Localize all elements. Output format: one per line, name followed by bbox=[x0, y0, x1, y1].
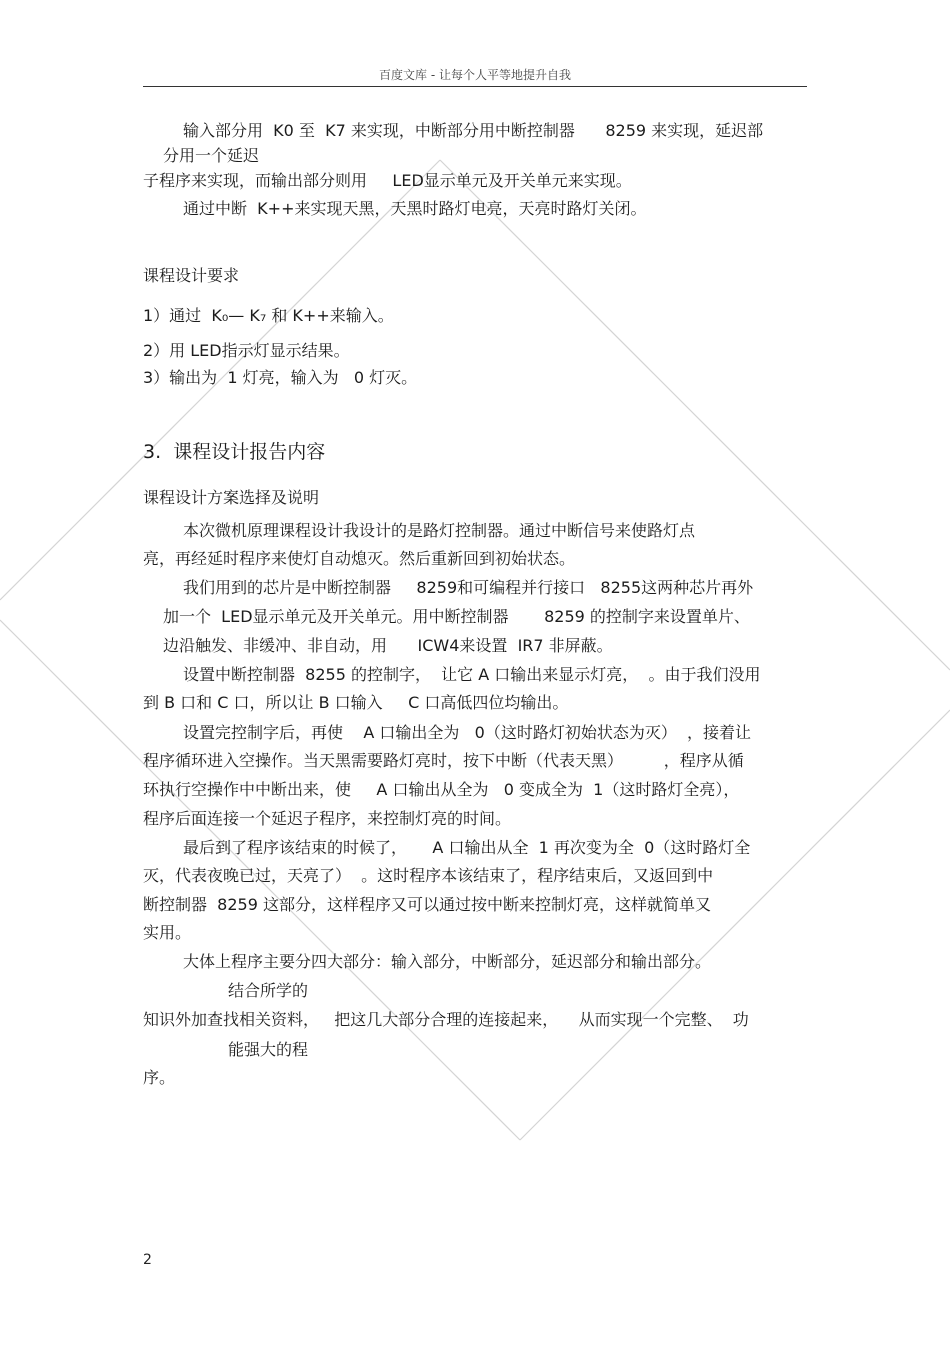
body-line: 实用。 bbox=[143, 923, 192, 942]
body-line: 最后到了程序该结束的时候了， A 口输出从全 1 再次变为全 0（这时路灯全 bbox=[183, 838, 751, 857]
body-line: 结合所学的 bbox=[228, 981, 309, 1000]
body-line: 程序后面连接一个延迟子程序，来控制灯亮的时间。 bbox=[143, 809, 512, 828]
intro-line: 子程序来实现，而输出部分则用 LED显示单元及开关单元来实现。 bbox=[143, 171, 632, 190]
requirement-item: 1）通过 K₀— K₇ 和 K++来输入。 bbox=[143, 306, 394, 325]
body-line: 设置完控制字后，再使 A 口输出全为 0（这时路灯初始状态为灭） ，接着让 bbox=[183, 723, 751, 742]
header-rule bbox=[143, 86, 807, 87]
requirement-item: 2）用 LED指示灯显示结果。 bbox=[143, 341, 350, 360]
intro-line: 分用一个延迟 bbox=[163, 146, 260, 165]
intro-line: 通过中断 K++来实现天黑，天黑时路灯电亮，天亮时路灯关闭。 bbox=[183, 199, 647, 218]
body-line: 断控制器 8259 这部分，这样程序又可以通过按中断来控制灯亮，这样就简单又 bbox=[143, 895, 711, 914]
requirement-item: 3）输出为 1 灯亮，输入为 0 灯灭。 bbox=[143, 368, 418, 387]
body-line: 大体上程序主要分四大部分：输入部分，中断部分，延迟部分和输出部分。 bbox=[183, 952, 712, 971]
page-header: 百度文库 - 让每个人平等地提升自我 bbox=[379, 68, 571, 82]
body-line: 我们用到的芯片是中断控制器 8259和可编程并行接口 8255这两种芯片再外 bbox=[183, 578, 754, 597]
body-line: 灭，代表夜晚已过，天亮了） 。这时程序本该结束了，程序结束后，又返回到中 bbox=[143, 866, 714, 885]
page-number: 2 bbox=[143, 1252, 152, 1268]
body-line: 序。 bbox=[143, 1068, 176, 1087]
body-line: 本次微机原理课程设计我设计的是路灯控制器。通过中断信号来使路灯点 bbox=[183, 521, 696, 540]
subsection-heading: 课程设计方案选择及说明 bbox=[143, 488, 320, 507]
requirements-heading: 课程设计要求 bbox=[143, 266, 240, 285]
section-heading: 3. 课程设计报告内容 bbox=[143, 441, 326, 463]
body-line: 加一个 LED显示单元及开关单元。用中断控制器 8259 的控制字来设置单片、 bbox=[163, 607, 750, 626]
body-line: 设置中断控制器 8255 的控制字， 让它 A 口输出来显示灯亮， 。由于我们没用 bbox=[183, 665, 761, 684]
body-line: 知识外加查找相关资料， 把这几大部分合理的连接起来， 从而实现一个完整、 功 bbox=[143, 1010, 749, 1029]
body-line: 边沿触发、非缓冲、非自动，用 ICW4来设置 IR7 非屏蔽。 bbox=[163, 636, 613, 655]
intro-line: 输入部分用 K0 至 K7 来实现，中断部分用中断控制器 8259 来实现，延迟部 bbox=[183, 121, 764, 140]
body-line: 到 B 口和 C 口，所以让 B 口输入 C 口高低四位均输出。 bbox=[143, 693, 569, 712]
body-line: 亮，再经延时程序来使灯自动熄灭。然后重新回到初始状态。 bbox=[143, 549, 576, 568]
body-line: 环执行空操作中中断出来，使 A 口输出从全为 0 变成全为 1（这时路灯全亮）， bbox=[143, 780, 740, 799]
body-line: 程序循环进入空操作。当天黑需要路灯亮时，按下中断（代表天黑） ，程序从循 bbox=[143, 751, 744, 770]
body-line: 能强大的程 bbox=[228, 1040, 309, 1059]
